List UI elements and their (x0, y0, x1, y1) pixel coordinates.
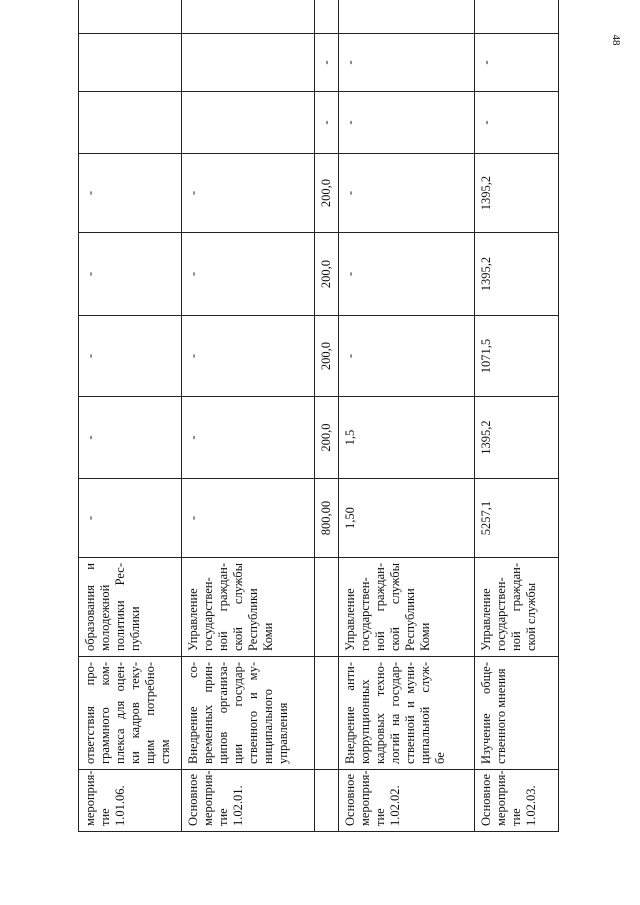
executor-cell: образования и молодежной политики Рес-публики (79, 558, 182, 657)
value-cell: - (79, 154, 182, 233)
value-cell: - (182, 316, 315, 397)
value-cell: 200,0 (315, 233, 339, 316)
value-cell: 1,50 (339, 479, 475, 558)
table-row (315, 0, 339, 832)
page-number: 48 (610, 34, 622, 46)
measure-cell (315, 770, 339, 832)
value-cell: - (79, 316, 182, 397)
executor-cell: Управление государствен-ной граждан-ской службы Республики Коми (339, 558, 475, 657)
value-cell (79, 34, 182, 92)
value-cell: - (475, 92, 559, 154)
measure-cell: Основное мероприя-тие 1.02.01. (182, 770, 315, 832)
value-cell: - (182, 233, 315, 316)
rotated-page (78, 12, 558, 832)
value-cell: 1395,2 (475, 397, 559, 479)
value-cell: - (339, 92, 475, 154)
value-cell: 1,5 (339, 397, 475, 479)
value-cell: 800,00 (315, 479, 339, 558)
description-cell: Изучение обще-ственного мнения (475, 657, 559, 770)
measure-cell: Основное мероприя-тие 1.02.02. (339, 770, 475, 832)
value-cell: - (182, 479, 315, 558)
value-cell: 200,0 (315, 154, 339, 233)
value-cell: - (339, 316, 475, 397)
description-cell: Внедрение со-временных прин-ципов организа-ции государ-ственного и му-ниципального управления (182, 657, 315, 770)
value-cell: - (315, 34, 339, 92)
value-cell: - (182, 154, 315, 233)
value-cell: - (475, 34, 559, 92)
value-cell: - (315, 92, 339, 154)
value-cell: - (339, 154, 475, 233)
executor-cell: Управление государствен-ной граждан-ской службы Республики Коми (182, 558, 315, 657)
description-cell: Внедрение анти-коррупционных кадровых техно-логий на государ-ственной и муни-ципальной служ-бе (339, 657, 475, 770)
value-cell: - (339, 233, 475, 316)
funding-table (78, 0, 559, 832)
description-cell (315, 657, 339, 770)
value-cell: 5257,1 (475, 479, 559, 558)
table-row (79, 0, 182, 832)
executor-cell: Управление государствен-ной граждан-ской службы (475, 558, 559, 657)
value-cell (182, 34, 315, 92)
value-cell: 1071,5 (475, 316, 559, 397)
value-cell (79, 92, 182, 154)
value-cell: 200,0 (315, 316, 339, 397)
table-row (475, 0, 559, 832)
table-row (339, 0, 475, 832)
value-cell: - (79, 479, 182, 558)
value-cell (475, 0, 559, 34)
value-cell (339, 0, 475, 34)
value-cell: 200,0 (315, 397, 339, 479)
value-cell (182, 0, 315, 34)
description-cell: ответствия про-граммного ком-плекса для оцен-ки кадров теку-щим потребно-стям (79, 657, 182, 770)
measure-cell: мероприя-тие 1.01.06. (79, 770, 182, 832)
value-cell (315, 0, 339, 34)
value-cell: 1395,2 (475, 233, 559, 316)
value-cell: - (79, 233, 182, 316)
table-scene (78, 12, 558, 832)
value-cell: - (79, 397, 182, 479)
table-row (182, 0, 315, 832)
value-cell: - (339, 34, 475, 92)
executor-cell (315, 558, 339, 657)
measure-cell: Основное мероприя-тие 1.02.03. (475, 770, 559, 832)
value-cell: - (182, 397, 315, 479)
value-cell: 1395,2 (475, 154, 559, 233)
value-cell (79, 0, 182, 34)
value-cell (182, 92, 315, 154)
